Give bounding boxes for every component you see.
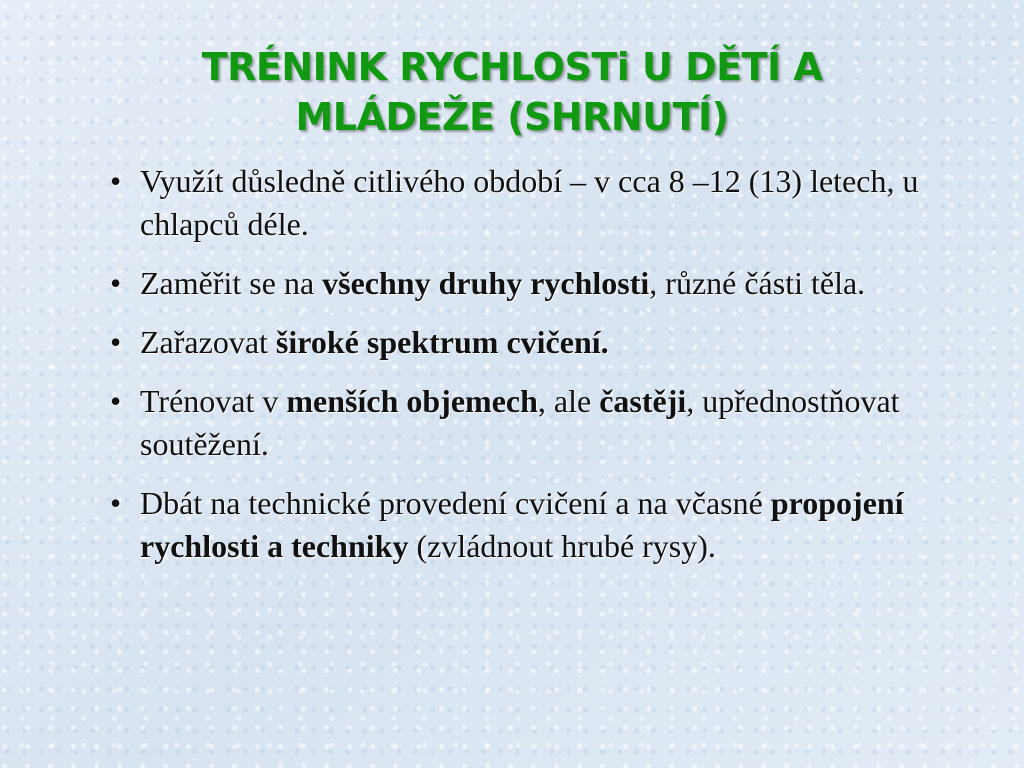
bullet-bold-text: všechny druhy rychlosti	[322, 265, 650, 301]
slide-title	[100, 42, 924, 142]
bullet-icon: •	[110, 163, 122, 199]
bullet-text: Trénovat v	[140, 383, 287, 419]
bullet-bold-text: široké spektrum cvičení.	[275, 324, 609, 360]
bullet-icon: •	[110, 383, 122, 419]
bullet-item	[110, 321, 980, 364]
bullet-text: , ale	[537, 383, 600, 419]
slide-title-line-1: TRÉNINK RYCHLOSTi U DĚTÍ A	[201, 45, 823, 89]
bullet-bold-text: menších objemech	[286, 383, 538, 419]
bullet-text: , různé části těla.	[649, 265, 866, 301]
bullet-icon: •	[110, 324, 122, 360]
bullet-item	[110, 262, 980, 305]
bullet-text: Využít důsledně citlivého období – v cca 8 –12 (13) letech, u chlapců déle.	[140, 163, 919, 242]
bullet-text: (zvládnout hrubé rysy).	[408, 528, 716, 564]
bullet-text: Dbát na technické provedení cvičení a na včasné	[140, 485, 771, 521]
bullet-text: , upřednostňovat soutěžení.	[140, 383, 900, 462]
bullet-bold-text: častěji	[599, 383, 687, 419]
bullet-icon: •	[110, 485, 122, 521]
bullet-bold-text: propojení rychlosti a techniky	[140, 485, 904, 564]
bullet-list	[110, 160, 980, 584]
slide-title-line-2: MLÁDEŽE (SHRNUTÍ)	[295, 95, 729, 139]
bullet-text: Zařazovat	[140, 324, 276, 360]
bullet-icon: •	[110, 265, 122, 301]
bullet-item	[110, 380, 980, 466]
bullet-item	[110, 482, 980, 568]
bullet-text: Zaměřit se na	[140, 265, 323, 301]
bullet-item	[110, 160, 980, 246]
